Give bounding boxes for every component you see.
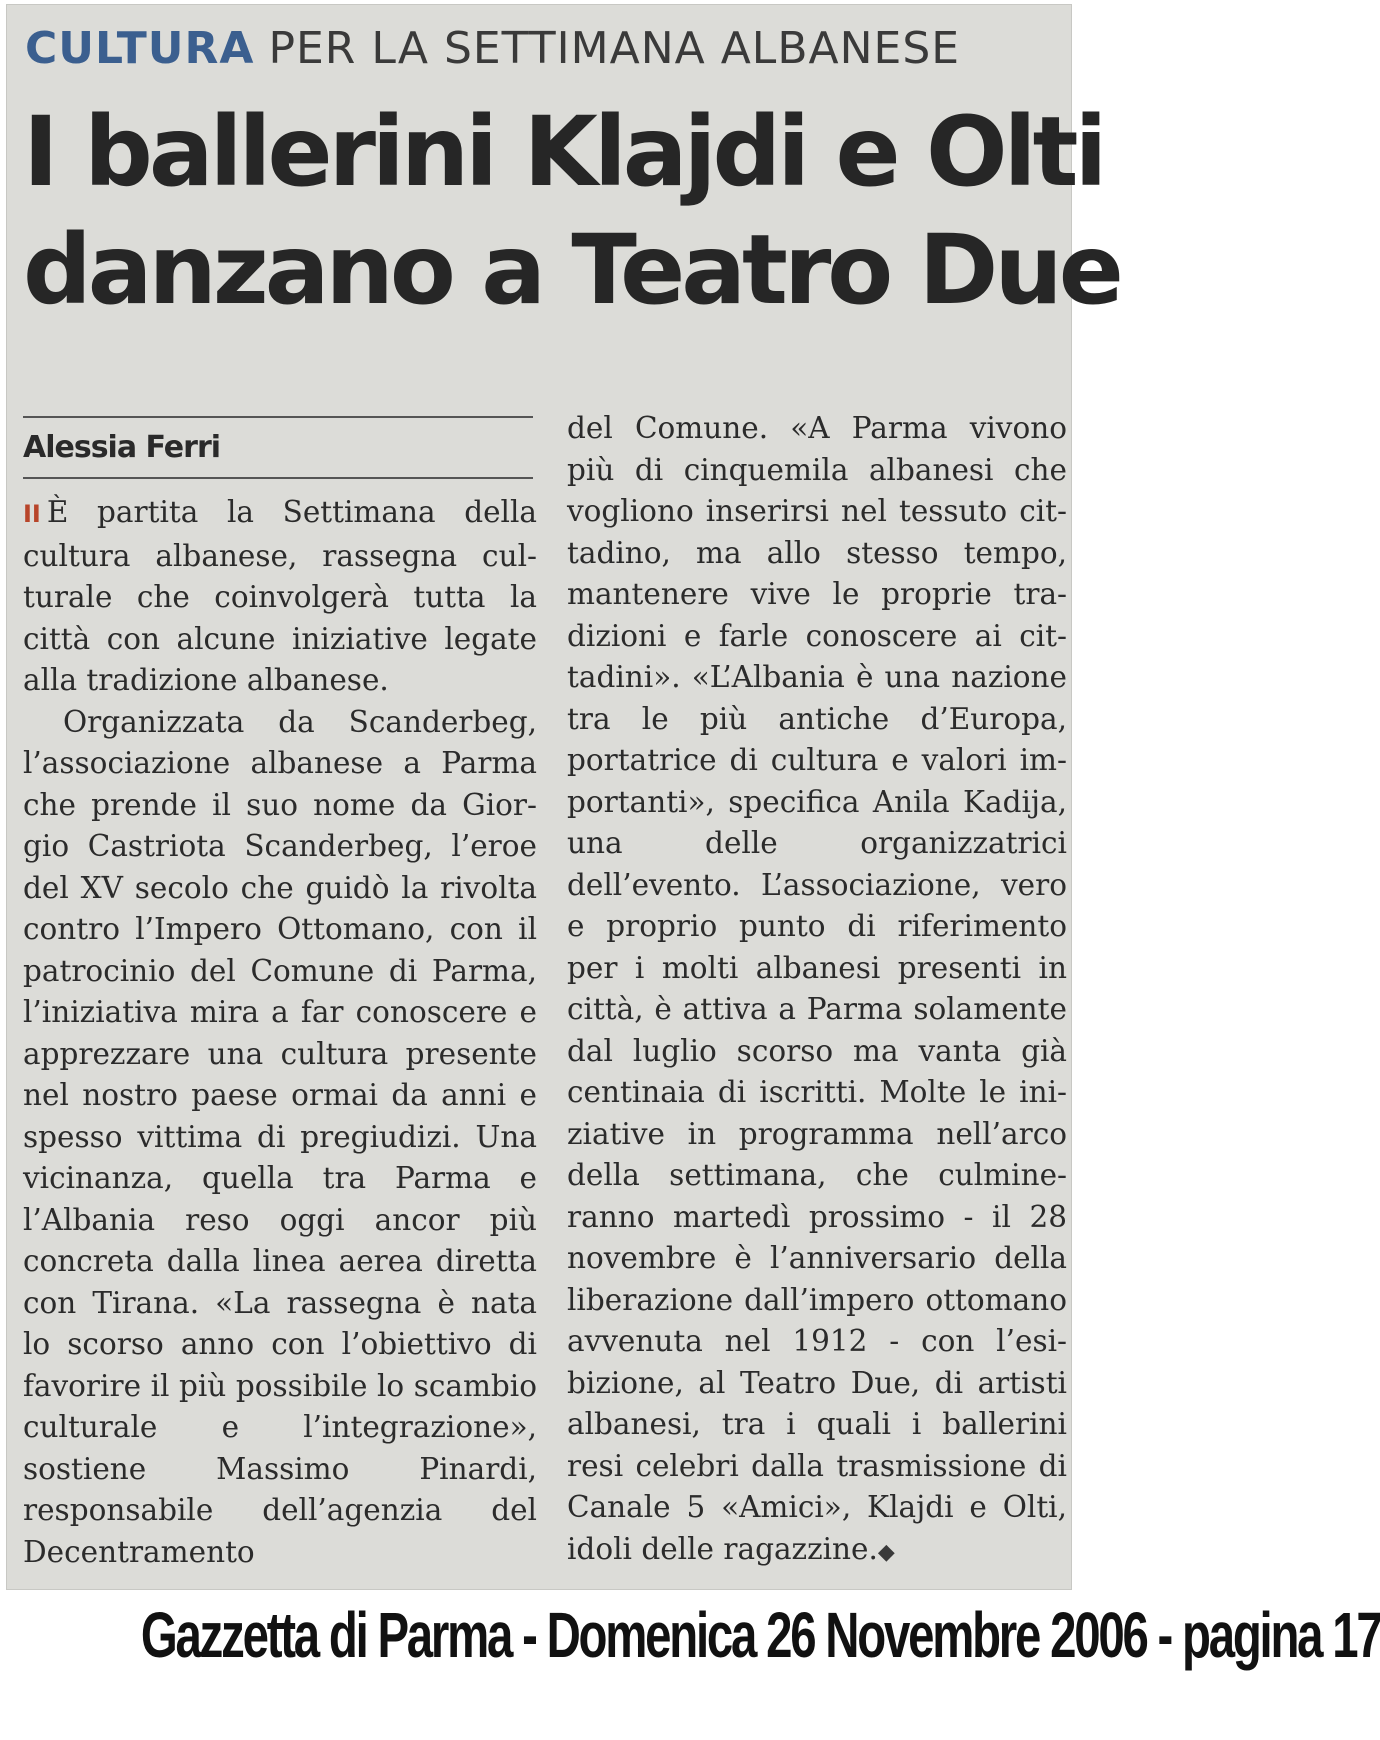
byline-rule-bottom — [23, 477, 533, 479]
lead-marker: II — [23, 500, 41, 528]
kicker-text: PER LA SETTIMANA ALBANESE — [268, 23, 961, 74]
source-caption: Gazzetta di Parma - Domenica 26 Novembre 2006 - pagina 17 — [140, 1599, 1380, 1671]
lead-paragraph — [23, 492, 537, 702]
column-2-text: del Comune. «A Parma vivono più di cinquemila albanesi che vogliono inserirsi nel tessuto cittadino, ma allo stesso tempo, mantenere vive le proprie tradizioni e farle conoscere ai cittadini». «L’Albania è una nazione tra le più antiche d’Europa, portatrice di cultura e valori importanti», specifica Anila Kadija, una delle organizzatrici dell’evento. L’associazione, vero e proprio punto di riferimento per i molti albanesi presenti in città, è attiva a Parma solamente dal luglio scorso ma vanta già centinaia di iscritti. Molte le iniziative in programma nell’arco della settimana, che culmineranno martedì prossimo - il 28 novembre è l’anniversario della liberazione dall’impero ottomano avvenuta nel 1912 - con l’esibizione, al Teatro Due, di artisti albanesi, tra i quali i ballerini resi celebri dalla trasmissione di Canale 5 «Amici», Klajdi e Olti, idoli delle ragazzine. — [567, 411, 1067, 1566]
byline: Alessia Ferri — [23, 430, 221, 465]
article-column-2 — [567, 408, 1067, 1573]
kicker — [25, 23, 960, 74]
headline — [23, 93, 1120, 329]
end-mark-icon: ◆ — [877, 1539, 895, 1565]
newspaper-clipping — [6, 4, 1120, 1590]
headline-line-2: danzano a Teatro Due — [23, 214, 1120, 326]
byline-rule-top — [23, 416, 533, 418]
body-paragraph: Organizzata da Scanderbeg, l’associazione albanese a Parma che prende il suo nome da Giorgio Castriota Scanderbeg, l’eroe del XV secolo che guidò la rivolta contro l’Impero Ottomano, con il patrocinio del Comune di Parma, l’iniziativa mira a far conoscere e apprezzare una cultura presente nel nostro paese ormai da anni e spesso vittima di pregiudizi. Una vicinanza, quella tra Parma e l’Albania reso oggi ancor più concreta dalla linea aerea diretta con Tirana. «La rassegna è nata lo scorso anno con l’obiettivo di favorire il più possibile lo scambio culturale e l’integrazione», sostiene Massimo Pinardi, responsabile dell’agenzia del Decentramento — [23, 704, 537, 1569]
body-paragraph-continued — [567, 408, 1067, 1573]
headline-line-1: I ballerini Klajdi e Olti — [23, 96, 1104, 208]
lead-text: È partita la Settimana della cultura albanese, rassegna culturale che coinvolgerà tutta la città con alcune iniziative legate alla tradizione albanese. — [23, 495, 537, 697]
section-label: CULTURA — [25, 23, 255, 74]
article-column-1 — [23, 492, 537, 1573]
